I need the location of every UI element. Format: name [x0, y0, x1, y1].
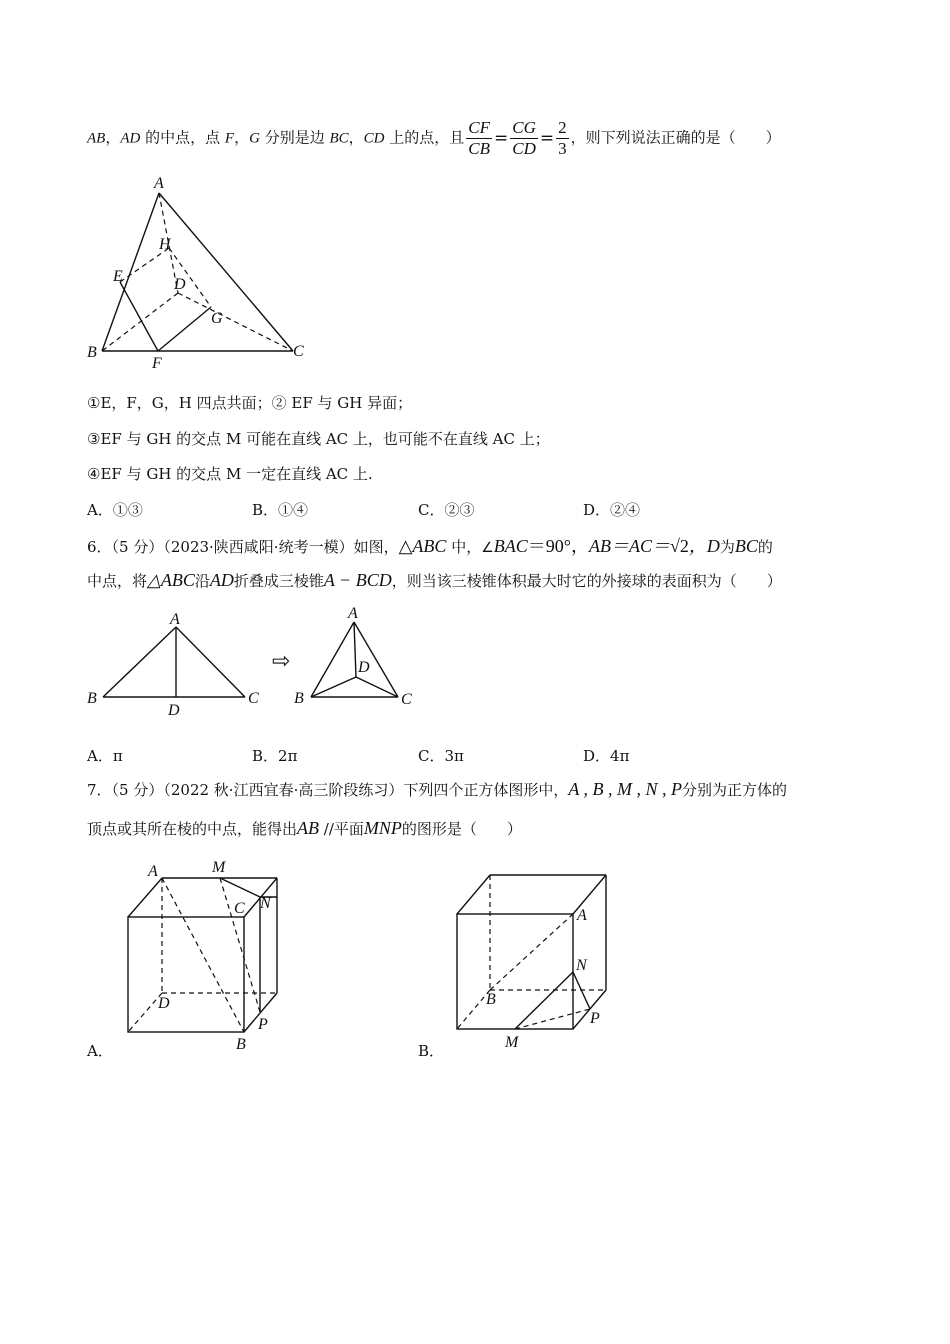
q5-label-h: H — [159, 236, 171, 253]
q5-frac-cf-cb: $\frac{CF}{CB}$ — [468, 118, 491, 158]
q5-frac-cg-cd: $\frac{CG}{CD}$ — [512, 118, 536, 158]
q6-option-a[interactable]: A．π — [87, 747, 123, 765]
q5-label-e: E — [113, 268, 123, 285]
q6-option-c[interactable]: C．3π — [418, 747, 464, 765]
q7-option-a[interactable]: A． — [87, 1042, 113, 1060]
q6-left-label-c: C — [248, 690, 259, 707]
q6-option-d[interactable]: D．4π — [583, 747, 630, 765]
q7a-label-p: P — [258, 1016, 268, 1033]
q7b-label-a: A — [577, 907, 587, 924]
q5-option-d[interactable]: D．②④ — [583, 501, 641, 519]
q6-left-label-d: D — [168, 702, 180, 719]
q5-statement-2: ③EF 与 GH 的交点 M 可能在直线 AC 上，也可能不在直线 AC 上； — [87, 430, 550, 448]
q6-left-label-a: A — [170, 611, 180, 628]
q7a-label-a: A — [148, 863, 158, 880]
q5-label-f: F — [152, 355, 162, 372]
q6-option-b[interactable]: B．2π — [252, 747, 298, 765]
q6-right-label-a: A — [348, 605, 358, 622]
q5-option-c[interactable]: C．②③ — [418, 501, 475, 519]
q6-stem-line2: 中点，将△ABC沿AD折叠成三棱锥A − BCD，则当该三棱锥体积最大时它的外接球的表面积为（ ） — [87, 570, 782, 590]
q7-stem-line2: 顶点或其所在棱的中点，能得出AB //平面MNP的图形是（ ） — [87, 818, 522, 838]
q7b-label-p: P — [590, 1010, 600, 1027]
q5-option-b[interactable]: B．①④ — [252, 501, 309, 519]
q5-label-g: G — [211, 310, 223, 327]
q7-option-b[interactable]: B． — [418, 1042, 445, 1060]
q5-option-a[interactable]: A．①③ — [87, 501, 143, 519]
q5-label-c: C — [293, 343, 304, 360]
q5-frac-2-3: $\frac{2}{3}$ — [558, 118, 567, 158]
q7a-label-m: M — [212, 859, 226, 876]
q6-right-label-c: C — [401, 691, 412, 708]
q6-left-label-b: B — [87, 690, 97, 707]
q5-ab: AB — [87, 130, 106, 147]
q7b-label-n: N — [576, 957, 587, 974]
q5-stem: AB，AD 的中点，点 F，G 分别是边 BC，CD 上的点，且 $\frac{CF}{CB}$ = $\frac{CG}{CD}$ = $\frac{2}{3}$ ，则下列说法正确的是（ ） — [87, 118, 781, 158]
q7a-label-b: B — [236, 1036, 246, 1053]
q5-label-a: A — [154, 175, 164, 192]
q7a-label-n: N — [260, 895, 271, 912]
q6-fold-arrow: ⇨ — [272, 648, 291, 673]
q6-right-label-d: D — [358, 659, 370, 676]
q7b-label-b: B — [486, 991, 496, 1008]
q7a-label-c: C — [234, 900, 245, 917]
q5-statement-1: ①E，F，G，H 四点共面；② EF 与 GH 异面； — [87, 394, 413, 412]
q5-label-d: D — [174, 276, 186, 293]
q7-stem-line1: 7．（5 分）（2022 秋·江西宜春·高三阶段练习）下列四个正方体图形中，A , B , M , N , P分别为正方体的 — [87, 779, 788, 799]
q6-right-label-b: B — [294, 690, 304, 707]
q5-statement-3: ④EF 与 GH 的交点 M 一定在直线 AC 上. — [87, 465, 373, 483]
q6-stem-line1: 6．（5 分）（2023·陕西咸阳·统考一模）如图，△ABC 中，∠BAC＝90°，AB＝AC＝√2，D为BC的 — [87, 536, 773, 556]
q7b-label-m: M — [505, 1034, 519, 1051]
q7a-label-d: D — [158, 995, 170, 1012]
q5-label-b: B — [87, 344, 97, 361]
